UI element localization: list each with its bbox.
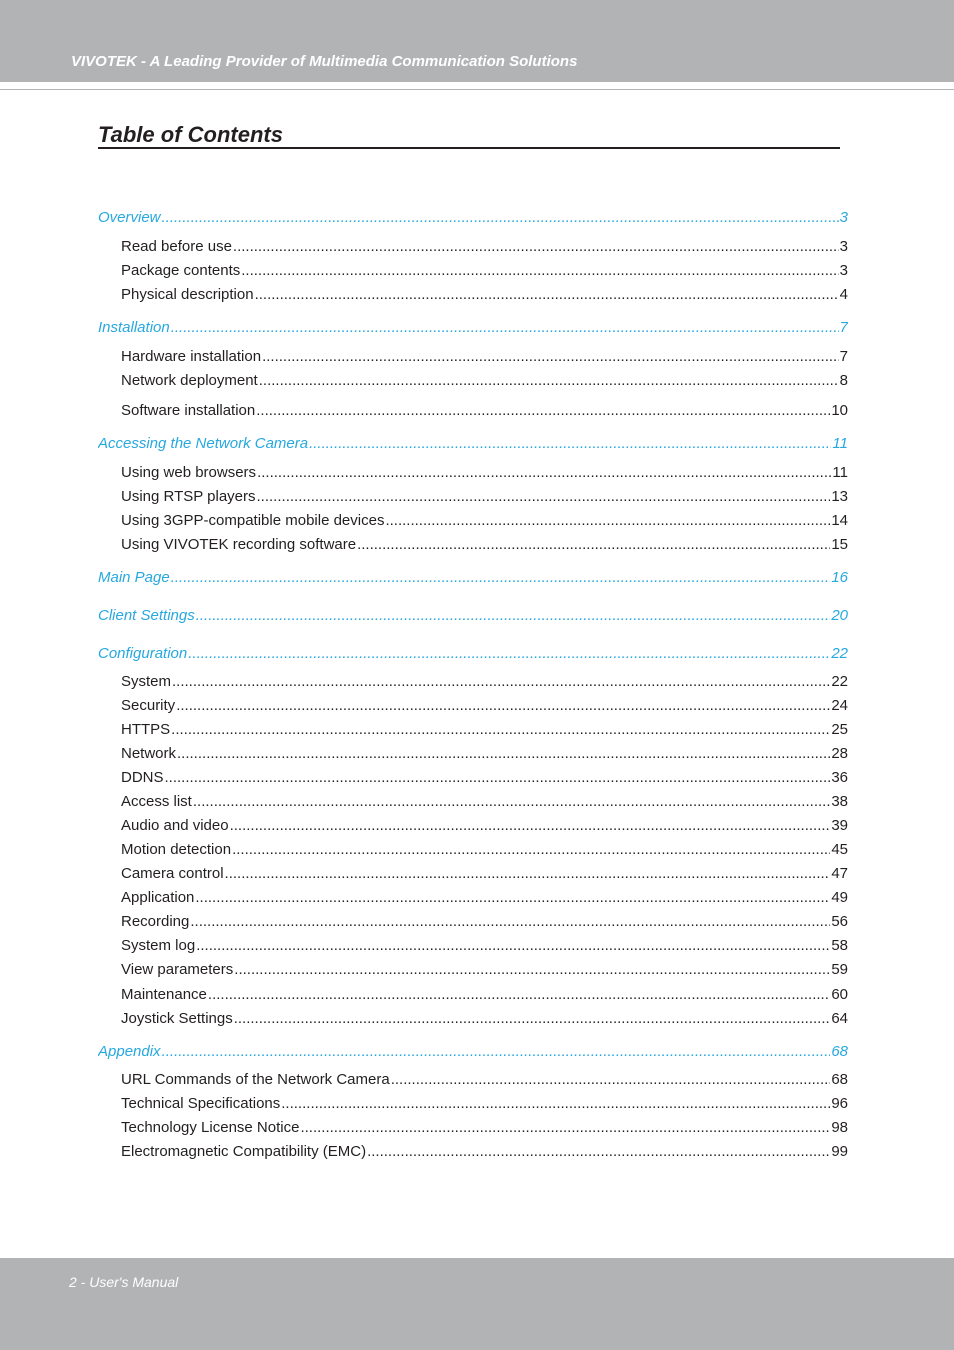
toc-entry-label: Network [121, 745, 177, 762]
toc-entry-network-deployment[interactable] [121, 371, 848, 391]
toc-entry-label: Recording [121, 913, 190, 930]
toc-entry-page: 49 [831, 889, 848, 906]
toc-leader [188, 644, 830, 664]
toc-entry-system[interactable] [121, 672, 848, 692]
toc-leader [234, 1009, 831, 1029]
toc-entry-page: 3 [839, 238, 848, 255]
toc-entry-label: Software installation [121, 402, 256, 419]
toc-entry-page: 64 [831, 1010, 848, 1027]
toc-leader [225, 864, 831, 884]
toc-leader [190, 912, 830, 932]
toc-entry-technology-license-notice[interactable] [121, 1118, 848, 1138]
toc-entry-url-commands[interactable] [121, 1070, 848, 1090]
toc-leader [171, 568, 831, 588]
toc-entry-configuration[interactable] [98, 644, 848, 664]
toc-leader [256, 401, 830, 421]
toc-entry-page: 99 [831, 1143, 848, 1160]
toc-leader [391, 1070, 831, 1090]
toc-entry-page: 8 [839, 372, 848, 389]
toc-entry-page: 56 [831, 913, 848, 930]
toc-leader [162, 1042, 831, 1062]
toc-entry-label: Network deployment [121, 372, 258, 389]
toc-entry-page: 3 [839, 262, 848, 279]
toc-entry-view-parameters[interactable] [121, 960, 848, 980]
toc-entry-page: 11 [832, 435, 848, 452]
toc-entry-label: System [121, 673, 172, 690]
toc-entry-page: 3 [839, 209, 848, 226]
toc-leader [232, 840, 830, 860]
toc-entry-label: Configuration [98, 645, 188, 662]
toc-entry-ddns[interactable] [121, 768, 848, 788]
toc-leader [357, 535, 830, 555]
toc-entry-label: Physical description [121, 286, 254, 303]
toc-entry-page: 20 [831, 607, 848, 624]
toc-entry-page: 59 [831, 961, 848, 978]
toc-entry-page: 22 [831, 645, 848, 662]
toc-entry-audio-and-video[interactable] [121, 816, 848, 836]
toc-leader [234, 960, 830, 980]
toc-entry-page: 7 [839, 319, 848, 336]
toc-entry-package-contents[interactable] [121, 261, 848, 281]
header-title: VIVOTEK - A Leading Provider of Multimedia Communication Solutions [71, 53, 578, 70]
toc-entry-page: 98 [831, 1119, 848, 1136]
toc-entry-label: Joystick Settings [121, 1010, 233, 1027]
toc-entry-page: 36 [831, 769, 848, 786]
toc-entry-label: HTTPS [121, 721, 171, 738]
toc-entry-page: 45 [831, 841, 848, 858]
toc-entry-installation[interactable] [98, 318, 848, 338]
toc-entry-accessing-network-camera[interactable] [98, 434, 848, 454]
toc-entry-label: Appendix [98, 1043, 161, 1060]
toc-entry-label: Read before use [121, 238, 232, 255]
toc-entry-system-log[interactable] [121, 936, 848, 956]
toc-leader [233, 237, 839, 257]
toc-leader [195, 888, 830, 908]
toc-entry-label: Using RTSP players [121, 488, 256, 505]
toc-entry-motion-detection[interactable] [121, 840, 848, 860]
toc-entry-using-3gpp-devices[interactable] [121, 511, 848, 531]
toc-entry-access-list[interactable] [121, 792, 848, 812]
toc-leader [257, 487, 831, 507]
toc-entry-label: Using web browsers [121, 464, 257, 481]
toc-leader [300, 1118, 830, 1138]
toc-entry-page: 4 [839, 286, 848, 303]
toc-leader [259, 371, 839, 391]
toc-leader [257, 463, 831, 483]
toc-entry-page: 13 [831, 488, 848, 505]
toc-entry-page: 7 [839, 348, 848, 365]
toc-entry-label: DDNS [121, 769, 164, 786]
toc-leader [171, 720, 830, 740]
toc-entry-label: Application [121, 889, 195, 906]
toc-entry-label: Hardware installation [121, 348, 262, 365]
toc-entry-using-rtsp-players[interactable] [121, 487, 848, 507]
toc-entry-page: 25 [831, 721, 848, 738]
toc-leader [230, 816, 831, 836]
toc-entry-label: Motion detection [121, 841, 232, 858]
toc-entry-emc[interactable] [121, 1142, 848, 1162]
toc-entry-hardware-installation[interactable] [121, 347, 848, 367]
footer-page-label: 2 - User's Manual [69, 1274, 179, 1290]
toc-entry-label: Maintenance [121, 986, 207, 1003]
toc-entry-page: 68 [831, 1071, 848, 1088]
toc-entry-using-vivotek-recording-software[interactable] [121, 535, 848, 555]
toc-entry-page: 22 [831, 673, 848, 690]
toc-leader [196, 606, 831, 626]
toc-entry-label: Technical Specifications [121, 1095, 281, 1112]
toc-entry-label: Client Settings [98, 607, 195, 624]
toc-entry-page: 39 [831, 817, 848, 834]
toc-entry-page: 11 [832, 464, 848, 481]
toc-leader [281, 1094, 830, 1114]
toc-leader [367, 1142, 830, 1162]
toc-entry-label: Main Page [98, 569, 170, 586]
toc-entry-recording[interactable] [121, 912, 848, 932]
toc-entry-main-page[interactable] [98, 568, 848, 588]
toc-entry-page: 58 [831, 937, 848, 954]
toc-entry-label: View parameters [121, 961, 234, 978]
toc-entry-page: 10 [831, 402, 848, 419]
toc-entry-page: 96 [831, 1095, 848, 1112]
toc-entry-label: Using VIVOTEK recording software [121, 536, 357, 553]
toc-entry-software-installation[interactable] [121, 401, 848, 421]
page-title: Table of Contents [98, 122, 840, 149]
toc-entry-page: 28 [831, 745, 848, 762]
toc-entry-technical-specifications[interactable] [121, 1094, 848, 1114]
toc-leader [196, 936, 830, 956]
toc-leader [241, 261, 838, 281]
toc-entry-label: Electromagnetic Compatibility (EMC) [121, 1143, 367, 1160]
toc-entry-label: Technology License Notice [121, 1119, 300, 1136]
toc-leader [165, 768, 831, 788]
toc-leader [208, 985, 830, 1005]
toc-entry-page: 47 [831, 865, 848, 882]
toc-entry-page: 15 [831, 536, 848, 553]
toc-entry-page: 60 [831, 986, 848, 1003]
toc-entry-read-before-use[interactable] [121, 237, 848, 257]
toc-entry-label: Installation [98, 319, 170, 336]
toc-entry-overview[interactable] [98, 208, 848, 228]
toc-entry-label: Camera control [121, 865, 224, 882]
toc-entry-maintenance[interactable] [121, 985, 848, 1005]
toc-leader [176, 696, 830, 716]
toc-entry-page: 14 [831, 512, 848, 529]
toc-entry-network[interactable] [121, 744, 848, 764]
toc-leader [162, 208, 839, 228]
toc-entry-physical-description[interactable] [121, 285, 848, 305]
toc-entry-label: Audio and video [121, 817, 229, 834]
toc-entry-appendix[interactable] [98, 1042, 848, 1062]
toc-entry-security[interactable] [121, 696, 848, 716]
toc-entry-label: Access list [121, 793, 192, 810]
toc-entry-page: 68 [831, 1043, 848, 1060]
footer-band [0, 1258, 954, 1350]
toc-leader [309, 434, 831, 454]
toc-entry-page: 16 [831, 569, 848, 586]
toc-entry-joystick-settings[interactable] [121, 1009, 848, 1029]
toc-entry-page: 38 [831, 793, 848, 810]
toc-entry-label: System log [121, 937, 196, 954]
toc-leader [193, 792, 830, 812]
toc-leader [255, 285, 839, 305]
toc-entry-page: 24 [831, 697, 848, 714]
toc-entry-client-settings[interactable] [98, 606, 848, 626]
toc-entry-label: Package contents [121, 262, 241, 279]
toc-leader [172, 672, 830, 692]
toc-entry-label: Security [121, 697, 176, 714]
toc-leader [262, 347, 839, 367]
toc-leader [171, 318, 839, 338]
toc-entry-label: Accessing the Network Camera [98, 435, 309, 452]
toc-entry-label: Overview [98, 209, 161, 226]
toc-entry-using-web-browsers[interactable] [121, 463, 848, 483]
toc-entry-https[interactable] [121, 720, 848, 740]
toc-leader [177, 744, 830, 764]
toc-entry-application[interactable] [121, 888, 848, 908]
toc-leader [385, 511, 830, 531]
toc-entry-camera-control[interactable] [121, 864, 848, 884]
toc-entry-label: URL Commands of the Network Camera [121, 1071, 390, 1088]
toc-entry-label: Using 3GPP-compatible mobile devices [121, 512, 385, 529]
